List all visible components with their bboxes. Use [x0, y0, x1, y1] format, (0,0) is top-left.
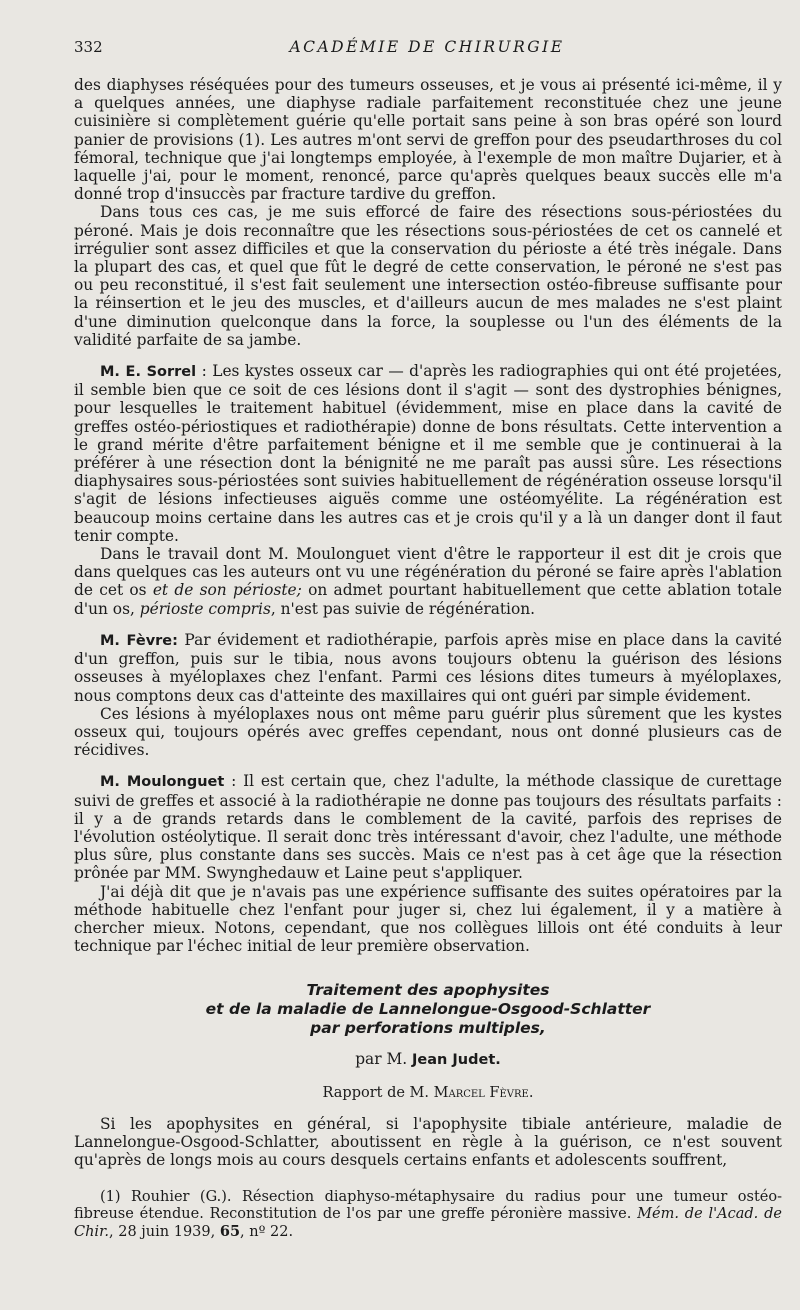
paragraph-myeloplaxes: Ces lésions à myéloplaxes nous ont même paru guérir plus sûrement que les kystes osseux qui, toujours opérés avec greffes cependant, nous ont donné plusieurs cas de récidives. [74, 704, 782, 760]
paragraph-diaphyses: des diaphyses réséquées pour des tumeurs osseuses, et je vous ai présenté ici-même, il y a quelques années, une diaphyse radiale parfaitement reconstituée chez une jeune cuisinière si complètement guérie qu'elle portait sans peine à son bras opéré son lourd panier de provisions (1). Les autres m'ont servi de greffon pour des pseudarthroses du col fémoral, technique que j'ai longtemps employée, à l'exemple de mon maître Dujarier, et à laquelle j'ai, pour le moment, renoncé, parce qu'après quelques beaux succès elle m'a donné trop d'insuccès par fracture tardive du greffon. [74, 76, 782, 204]
paragraph-perone: Dans tous ces cas, je me suis efforcé de faire des résections sous-périostées du péroné. Mais je dois reconnaître que les résections sous-périostées de cet os cannelé et irrégulier sont assez difficiles et que la conservation du périoste a été très inégale. Dans la plupart des cas, et quel que fût le degré de cette conservation, le péroné ne s'est pas ou peu reconstitué, il s'est fait seulement une intersection ostéo-fibreuse suffisante pour la réinsertion et le jeu des muscles, et d'ailleurs aucun de mes malades ne s'est plaint d'une diminution quelconque dans la force, la souplesse ou l'un des éléments de la validité parfaite de sa jambe. [74, 203, 782, 349]
report-prefix: Rapport de M. [322, 1084, 434, 1101]
report-line [74, 1084, 782, 1102]
text-run: on admet pourtant habituellement que cette ablation totale d'un os, [74, 581, 783, 618]
paragraph-sorrel [74, 362, 782, 545]
italic-run: et de son périoste; [152, 581, 302, 600]
body-text [74, 76, 782, 1241]
journal-title: ACADÉMIE DE CHIRURGIE [289, 38, 565, 56]
speaker-sorrel: M. E. Sorrel [100, 364, 197, 381]
byline [74, 1050, 782, 1069]
text-run: , n'est pas suivie de régénération. [270, 599, 536, 618]
sorrel-text: : Les kystes osseux car — d'après les radiographies qui ont été projetées, il semble bien que ce soit de ces lésions dont il s'agit — sont des dystrophies bénignes, pour lesquelles le traitement habituel (évidemment, mise en place dans la cavité de greffes ostéo-périostiques et radiothérapie) donne de bons résultats. Cette intervention a le grand mérite d'être parfaitement bénigne et il me semble que je continuerai à la préférer à une résection dont la bénignité ne me paraît pas aussi sûre. Les résections diaphysaires sous-périostées sont suivies habituellement de régénération osseuse lorsqu'il s'agit de lésions infectieuses aiguës comme une ostéomyélite. La régénération est beaucoup moins certaine dans les autres cas et je crois qu'il y a là un danger dont il faut tenir compte. [74, 362, 782, 545]
footnote-date: , 28 juin 1939, [109, 1224, 220, 1241]
paragraph-moulonguet [74, 772, 782, 882]
paragraph-fevre [74, 631, 782, 705]
paragraph-moulonguet-travail [74, 545, 782, 618]
italic-run: périoste compris [139, 599, 271, 618]
report-author: Marcel Fèvre. [433, 1084, 534, 1101]
title-line: par perforations multiples, [310, 1019, 546, 1038]
page-number: 332 [74, 38, 103, 56]
byline-prefix: par M. [355, 1050, 413, 1069]
fevre-text: Par évidement et radiothérapie, parfois après mise en place dans la cavité d'un greffon, puis sur le tibia, nous avons toujours obtenu la guérison des lésions osseuses à myéloplaxes chez l'enfant. Parmi ces lésions dites tumeurs à myéloplaxes, nous comptons deux cas d'atteinte des maxillaires qui ont guéri par simple évidement. [74, 630, 782, 705]
footnote-number: , nº 22. [240, 1224, 294, 1241]
footnote-volume: 65 [219, 1223, 241, 1241]
title-line: Traitement des apophysites [306, 981, 550, 1000]
paragraph-apophysites: Si les apophysites en général, si l'apophysite tibiale antérieure, maladie de Lannelongue-Osgood-Schlatter, aboutissent en règle à la guérison, ce n'est souvent qu'après de longs mois au cours desquels certains enfants et adolescents souffrent, [74, 1114, 782, 1170]
running-head [74, 38, 780, 60]
moulonguet-text: : Il est certain que, chez l'adulte, la méthode classique de curettage suivi de greffes et associé à la radiothérapie ne donne pas toujours des résultats parfaits : il y a de grands retards dans le comblement de la cavité, parfois des reprises de l'évolution ostéolytique. Il serait donc très intéressant d'avoir, chez l'adulte, une méthode plus sûre, plus constante dans ses succès. Mais ce n'est pas à cet âge que la résection prônée par MM. Swynghedauw et Laine peut s'appliquer. [74, 772, 783, 883]
paragraph-experience: J'ai déjà dit que je n'avais pas une expérience suffisante des suites opératoires par la méthode habituelle chez l'enfant pour juger si, chez lui également, il y a matière à chercher mieux. Notons, cependant, que nos collègues lillois ont été conduits à leur technique par l'échec initial de leur première observation. [74, 882, 782, 956]
author-name: Jean Judet. [412, 1052, 501, 1069]
footnote-text: (1) Rouhier (G.). Résection diaphyso-métaphysaire du radius pour une tumeur ostéo-fibreuse étendue. Reconstitution de l'os par une greffe péronière massive. [74, 1189, 782, 1223]
article-title [74, 981, 782, 1038]
footnote [74, 1189, 782, 1241]
speaker-fevre: M. Fèvre: [100, 632, 178, 649]
title-line: et de la maladie de Lannelongue-Osgood-Schlatter [205, 1000, 651, 1019]
speaker-moulonguet: M. Moulonguet [100, 774, 225, 791]
text-run: Dans le travail dont M. Moulonguet vient d'être le rapporteur il est dit je crois que dans quelques cas les auteurs ont vu une régénération du péroné se faire après l'ablation de cet os [74, 545, 782, 600]
footnote-journal: Mém. de l'Acad. de Chir. [74, 1206, 782, 1241]
